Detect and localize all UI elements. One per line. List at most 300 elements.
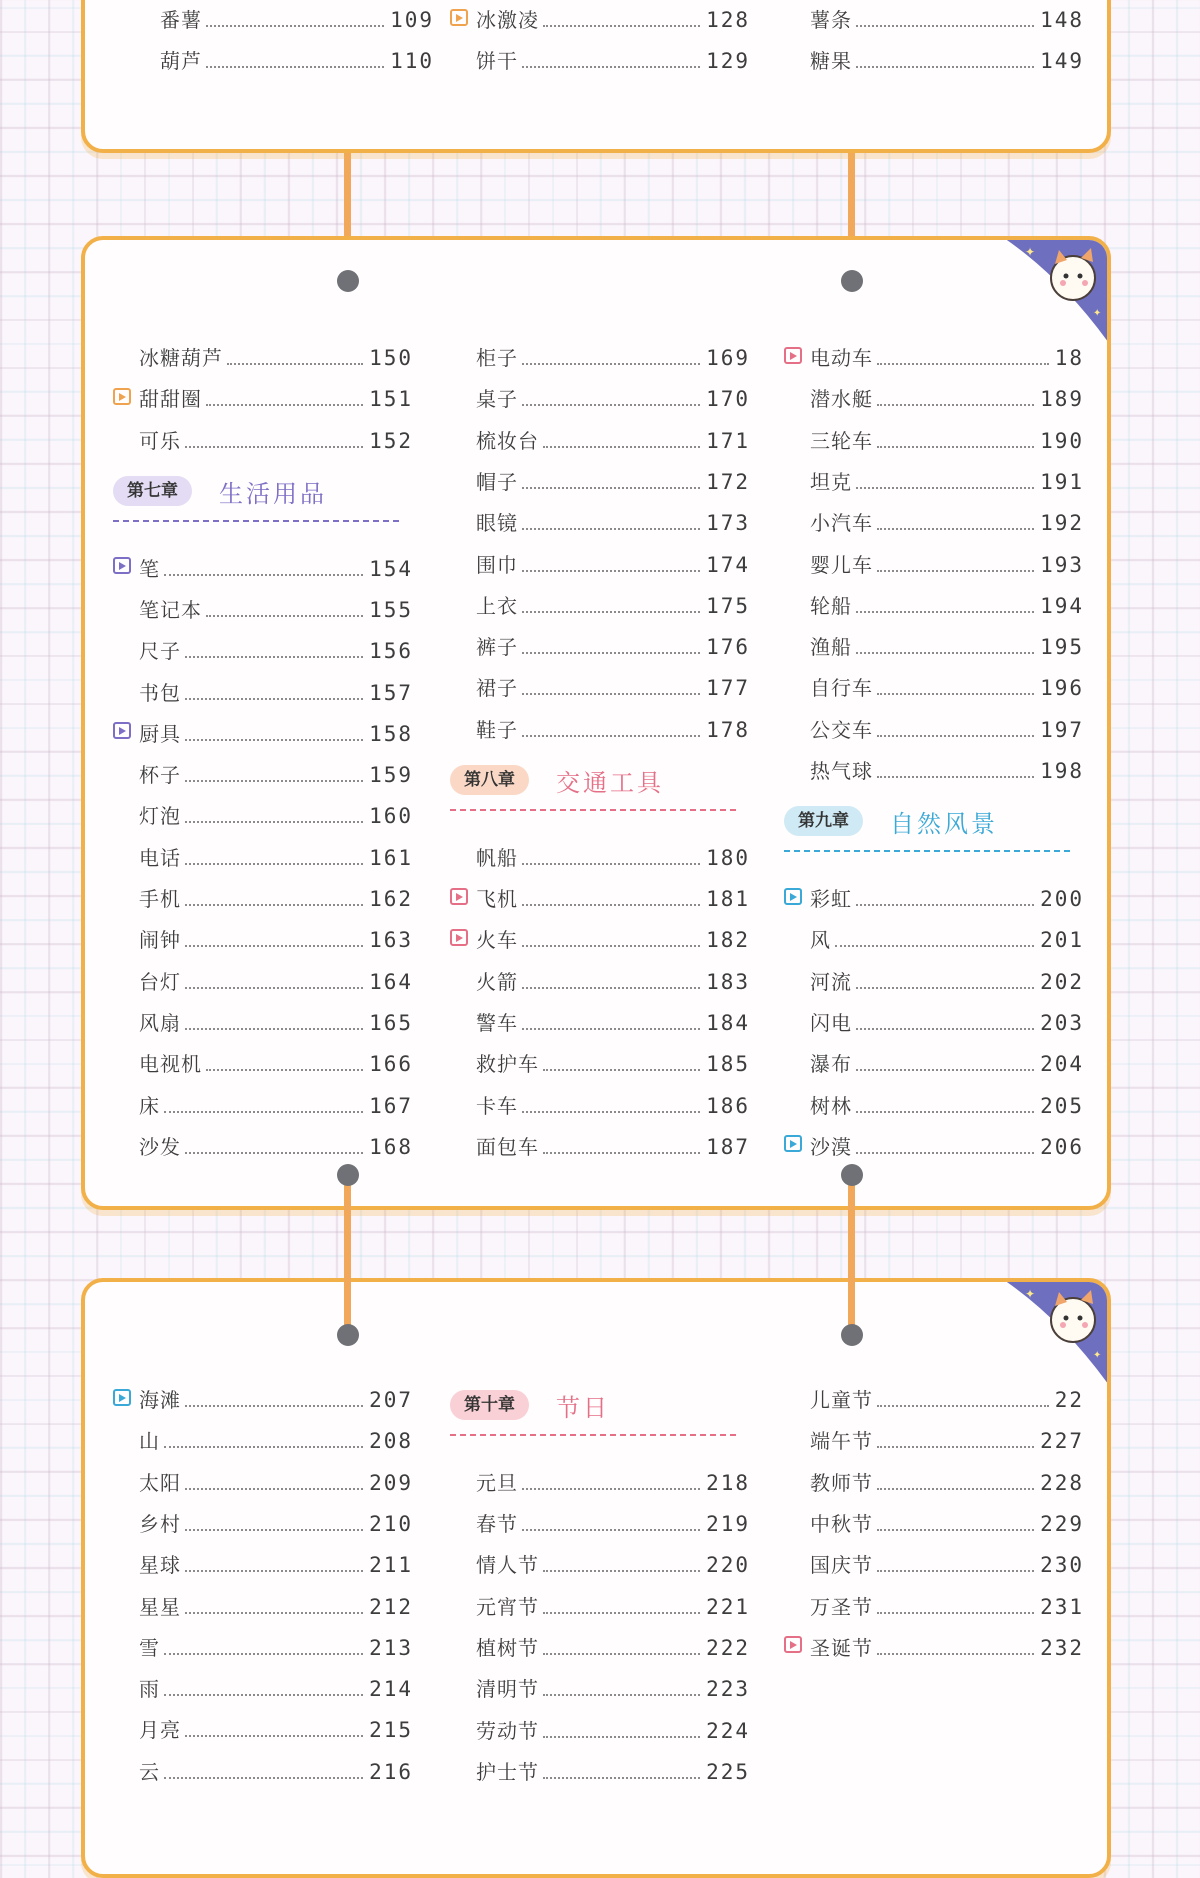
chapter-heading	[784, 806, 1084, 866]
toc-entry[interactable]	[134, 4, 434, 30]
page-number: 208	[369, 1429, 413, 1454]
entry-title: 厨具	[139, 721, 181, 746]
dot-leader	[185, 656, 363, 658]
page-number: 196	[1040, 676, 1084, 701]
toc-entry[interactable]	[784, 755, 1084, 781]
toc-entry[interactable]	[450, 45, 750, 74]
spacer	[113, 970, 131, 987]
toc-entry[interactable]	[784, 342, 1084, 368]
toc-entry[interactable]	[113, 1714, 413, 1743]
toc-entry[interactable]	[113, 924, 413, 953]
entry-title: 警车	[476, 1010, 518, 1035]
dot-leader	[856, 1111, 1034, 1113]
spacer	[784, 970, 802, 987]
page-number: 183	[706, 969, 750, 994]
spacer	[784, 1011, 802, 1028]
entry-title: 云	[139, 1759, 160, 1784]
entry-title: 情人节	[476, 1553, 539, 1578]
toc-entry[interactable]	[134, 45, 434, 74]
entry-title: 春节	[476, 1512, 518, 1537]
entry-title: 面包车	[476, 1134, 539, 1159]
entry-title: 帆船	[476, 845, 518, 870]
toc-entry[interactable]	[450, 1131, 750, 1157]
entry-title: 笔记本	[139, 597, 202, 622]
entry-title: 床	[139, 1093, 160, 1118]
dot-leader	[185, 1028, 363, 1030]
toc-entry[interactable]	[784, 714, 1084, 740]
page-number: 154	[369, 556, 413, 581]
entry-title: 电视机	[139, 1052, 202, 1077]
entry-title: 渔船	[810, 635, 852, 660]
spacer	[113, 1595, 131, 1612]
toc-entry[interactable]	[113, 1048, 413, 1077]
toc-entry[interactable]	[784, 1048, 1084, 1077]
toc-entry[interactable]	[113, 1756, 413, 1782]
dot-leader	[185, 1612, 363, 1614]
dot-leader	[543, 446, 700, 448]
spacer	[450, 1471, 468, 1488]
page-number: 202	[1040, 969, 1084, 994]
page-number: 224	[706, 1718, 750, 1743]
page-number: 189	[1040, 387, 1084, 412]
spacer	[450, 1760, 468, 1777]
dot-leader	[185, 1488, 363, 1490]
toc-entry[interactable]	[784, 507, 1084, 536]
toc-entry[interactable]	[113, 383, 413, 412]
chapter-divider	[450, 1434, 736, 1436]
toc-entry[interactable]	[113, 1508, 413, 1534]
entry-title: 劳动节	[476, 1718, 539, 1743]
toc-entry[interactable]	[113, 635, 413, 664]
entry-title: 冰糖葫芦	[139, 346, 223, 370]
page-number: 177	[706, 676, 750, 701]
ring-right-2-bottom	[841, 1324, 863, 1346]
entry-title: 潜水艇	[810, 387, 873, 412]
toc-entry[interactable]	[784, 631, 1084, 660]
toc-entry[interactable]	[113, 842, 413, 868]
toc-entry[interactable]	[450, 4, 750, 30]
toc-entry[interactable]	[784, 672, 1084, 701]
dot-leader	[877, 404, 1034, 406]
page-number: 149	[1040, 49, 1084, 74]
entry-title: 圣诞节	[810, 1635, 873, 1660]
toc-entry[interactable]	[450, 842, 750, 868]
spacer	[784, 470, 802, 487]
spacer	[450, 1011, 468, 1028]
spacer	[450, 846, 468, 863]
toc-entry[interactable]	[450, 1467, 750, 1493]
spacer	[113, 1760, 131, 1777]
page-number: 219	[706, 1512, 750, 1537]
spacer	[113, 347, 131, 364]
spacer	[784, 677, 802, 694]
page-number: 184	[706, 1010, 750, 1035]
ring-right-2-top	[841, 1164, 863, 1186]
entry-title: 星球	[139, 1553, 181, 1578]
toc-entry[interactable]	[113, 800, 413, 829]
toc-entry[interactable]	[450, 631, 750, 660]
toc-entry[interactable]	[113, 1090, 413, 1116]
dot-leader	[185, 780, 363, 782]
entry-title: 葫芦	[160, 49, 202, 74]
video-play-icon	[113, 1389, 131, 1406]
toc-entry[interactable]	[784, 4, 1084, 30]
entry-title: 三轮车	[810, 428, 873, 453]
entry-title: 帽子	[476, 469, 518, 494]
entry-title: 雨	[139, 1677, 160, 1702]
spacer	[450, 594, 468, 611]
dot-leader	[164, 1777, 363, 1779]
toc-entry[interactable]	[784, 1508, 1084, 1534]
chapter-divider	[450, 809, 736, 811]
svg-text:✦: ✦	[1025, 245, 1036, 259]
spacer	[784, 718, 802, 735]
video-play-icon	[450, 888, 468, 905]
spacer	[113, 846, 131, 863]
spacer	[113, 1053, 131, 1070]
toc-entry[interactable]	[450, 466, 750, 492]
toc-entry[interactable]	[784, 1549, 1084, 1578]
toc-entry[interactable]	[784, 1467, 1084, 1493]
page-number: 192	[1040, 511, 1084, 536]
toc-entry[interactable]	[784, 966, 1084, 992]
page-number: 151	[369, 387, 413, 412]
page-number: 232	[1040, 1635, 1084, 1660]
chapter-title: 自然风景	[890, 810, 998, 839]
toc-entry[interactable]	[113, 1673, 413, 1702]
entry-title: 婴儿车	[810, 552, 873, 577]
toc-entry[interactable]	[450, 425, 750, 451]
toc-entry[interactable]	[113, 342, 413, 368]
toc-entry[interactable]	[113, 1549, 413, 1578]
page-number: 207	[369, 1388, 413, 1412]
spacer	[784, 50, 802, 67]
toc-entry[interactable]	[113, 1425, 413, 1454]
spacer	[113, 1636, 131, 1653]
toc-entry[interactable]	[113, 1384, 413, 1410]
entry-title: 闪电	[810, 1010, 852, 1035]
toc-entry[interactable]	[450, 966, 750, 992]
spacer	[450, 1135, 468, 1152]
page-number: 128	[706, 8, 750, 32]
dot-leader	[206, 25, 384, 27]
dot-leader	[227, 363, 363, 365]
page-number: 176	[706, 635, 750, 660]
dot-leader	[522, 611, 700, 613]
toc-entry[interactable]	[450, 1715, 750, 1741]
dot-leader	[877, 528, 1034, 530]
page-number: 203	[1040, 1010, 1084, 1035]
entry-title: 星星	[139, 1594, 181, 1619]
page-number: 198	[1040, 759, 1084, 783]
toc-entry[interactable]	[450, 1007, 750, 1033]
toc-entry[interactable]	[113, 1131, 413, 1157]
entry-title: 闹钟	[139, 928, 181, 953]
toc-entry[interactable]	[450, 1549, 750, 1578]
dot-leader	[877, 570, 1034, 572]
dot-leader	[522, 528, 700, 530]
toc-entry[interactable]	[784, 549, 1084, 575]
spacer	[450, 1513, 468, 1530]
page-number: 161	[369, 845, 413, 870]
entry-title: 火箭	[476, 969, 518, 994]
entry-title: 柜子	[476, 346, 518, 370]
spacer	[113, 429, 131, 446]
page-number: 164	[369, 969, 413, 994]
spacer	[450, 512, 468, 529]
cat-corner-icon	[1001, 236, 1111, 346]
dot-leader	[185, 821, 363, 823]
toc-entry[interactable]	[784, 1632, 1084, 1658]
dot-leader	[206, 66, 384, 68]
dot-leader	[856, 652, 1034, 654]
video-play-icon	[784, 347, 802, 364]
entry-title: 沙漠	[810, 1134, 852, 1159]
spacer	[113, 929, 131, 946]
toc-entry[interactable]	[113, 966, 413, 992]
dot-leader	[185, 1152, 363, 1154]
entry-title: 国庆节	[810, 1553, 873, 1578]
page-number: 163	[369, 928, 413, 953]
entry-title: 中秋节	[810, 1511, 873, 1536]
spacer	[784, 929, 802, 946]
dot-leader	[185, 945, 363, 947]
page-number: 215	[369, 1718, 413, 1743]
toc-entry[interactable]	[784, 924, 1084, 953]
video-play-icon	[113, 388, 131, 405]
toc-entry[interactable]	[784, 1007, 1084, 1033]
page-number: 212	[369, 1594, 413, 1619]
page-number: 159	[369, 763, 413, 788]
entry-title: 冰激凌	[476, 8, 539, 32]
toc-entry[interactable]	[450, 549, 750, 575]
toc-entry[interactable]	[113, 718, 413, 744]
page-number: 157	[369, 680, 413, 705]
toc-entry[interactable]	[784, 425, 1084, 451]
entry-title: 围巾	[476, 552, 518, 577]
spacer	[450, 718, 468, 735]
toc-entry[interactable]	[450, 383, 750, 412]
dot-leader	[856, 987, 1034, 989]
toc-entry[interactable]	[450, 1048, 750, 1077]
entry-title: 瀑布	[810, 1052, 852, 1077]
dot-leader	[164, 1446, 363, 1448]
dot-leader	[522, 652, 700, 654]
spacer	[784, 553, 802, 570]
ring-left-2-top	[337, 1164, 359, 1186]
spacer	[450, 347, 468, 364]
spacer	[784, 1512, 802, 1529]
dot-leader	[877, 1570, 1034, 1572]
spacer	[113, 681, 131, 698]
video-play-icon	[784, 1135, 802, 1152]
toc-entry[interactable]	[784, 45, 1084, 74]
page-number: 225	[706, 1759, 750, 1784]
spacer	[113, 805, 131, 822]
spacer	[450, 1094, 468, 1111]
dot-leader	[522, 945, 700, 947]
page-number: 110	[390, 49, 434, 74]
toc-entry[interactable]	[113, 594, 413, 620]
toc-entry[interactable]	[450, 883, 750, 912]
chapter-divider	[113, 520, 399, 522]
entry-title: 电动车	[810, 346, 873, 370]
entry-title: 卡车	[476, 1093, 518, 1118]
toc-entry[interactable]	[450, 924, 750, 953]
page-number: 185	[706, 1052, 750, 1077]
page-number: 171	[706, 428, 750, 453]
toc-entry[interactable]	[450, 1756, 750, 1782]
entry-title: 番薯	[160, 8, 202, 32]
spacer	[113, 1430, 131, 1447]
toc-entry[interactable]	[113, 759, 413, 788]
page-number: 148	[1040, 8, 1084, 32]
dot-leader	[522, 693, 700, 695]
toc-entry[interactable]	[784, 1131, 1084, 1157]
page-number: 22	[1054, 1388, 1084, 1412]
page-number: 201	[1040, 928, 1084, 953]
page-number: 221	[706, 1594, 750, 1619]
dot-leader	[164, 1694, 363, 1696]
toc-entry[interactable]	[784, 466, 1084, 492]
chapter-heading	[450, 1390, 750, 1450]
toc-entry[interactable]	[784, 1384, 1084, 1410]
page-number: 187	[706, 1134, 750, 1159]
spacer	[450, 970, 468, 987]
page-number: 214	[369, 1677, 413, 1702]
toc-entry[interactable]	[784, 1591, 1084, 1617]
entry-title: 植树节	[476, 1635, 539, 1660]
toc-entry[interactable]	[450, 1673, 750, 1702]
dot-leader	[543, 1152, 700, 1154]
page-number: 156	[369, 639, 413, 664]
video-play-icon	[784, 1636, 802, 1653]
toc-entry[interactable]	[784, 1425, 1084, 1454]
entry-title: 风扇	[139, 1010, 181, 1035]
toc-entry[interactable]	[784, 883, 1084, 912]
toc-entry[interactable]	[113, 1632, 413, 1658]
toc-card-chapter-10	[81, 1278, 1111, 1878]
entry-title: 灯泡	[139, 804, 181, 829]
page-number: 182	[706, 928, 750, 953]
toc-entry[interactable]	[113, 1591, 413, 1617]
spacer	[450, 1053, 468, 1070]
video-play-icon	[113, 722, 131, 739]
dot-leader	[206, 615, 363, 617]
spacer	[450, 429, 468, 446]
page-number: 165	[369, 1010, 413, 1035]
page-number: 152	[369, 428, 413, 453]
spacer	[113, 1678, 131, 1695]
dot-leader	[856, 1028, 1034, 1030]
page-number: 168	[369, 1134, 413, 1159]
spacer	[113, 1011, 131, 1028]
toc-entry[interactable]	[450, 672, 750, 701]
dot-leader	[877, 1529, 1034, 1531]
toc-entry[interactable]	[450, 714, 750, 740]
dot-leader	[543, 1694, 700, 1696]
entry-title: 海滩	[139, 1388, 181, 1412]
entry-title: 裙子	[476, 676, 518, 701]
chapter-badge: 第十章	[450, 1390, 529, 1420]
spacer	[784, 1471, 802, 1488]
dot-leader	[185, 739, 363, 741]
video-play-icon	[113, 557, 131, 574]
dot-leader	[522, 1529, 700, 1531]
toc-entry[interactable]	[113, 1467, 413, 1493]
dot-leader	[522, 487, 700, 489]
svg-text:✦: ✦	[1025, 1287, 1036, 1301]
spacer	[450, 1719, 468, 1736]
dot-leader	[877, 776, 1034, 778]
dot-leader	[877, 363, 1049, 365]
spacer	[450, 1636, 468, 1653]
entry-title: 鞋子	[476, 717, 518, 742]
page-number: 166	[369, 1052, 413, 1077]
chapter-divider	[784, 850, 1070, 852]
page-number: 229	[1040, 1511, 1084, 1536]
toc-entry[interactable]	[784, 1090, 1084, 1116]
toc-entry[interactable]	[450, 507, 750, 536]
entry-title: 端午节	[810, 1429, 873, 1454]
entry-title: 飞机	[476, 887, 518, 912]
entry-title: 梳妆台	[476, 428, 539, 453]
page-number: 170	[706, 387, 750, 412]
svg-text:✦: ✦	[1093, 308, 1102, 319]
toc-entry[interactable]	[113, 677, 413, 703]
dot-leader	[856, 66, 1034, 68]
entry-title: 小汽车	[810, 511, 873, 536]
page-number: 206	[1040, 1134, 1084, 1159]
video-play-icon	[450, 929, 468, 946]
dot-leader	[522, 904, 700, 906]
page-number: 162	[369, 887, 413, 912]
toc-entry[interactable]	[113, 883, 413, 912]
spacer	[784, 512, 802, 529]
toc-entry[interactable]	[784, 590, 1084, 616]
page-number: 231	[1040, 1594, 1084, 1619]
toc-entry[interactable]	[450, 342, 750, 368]
spacer	[450, 1678, 468, 1695]
spacer	[784, 1595, 802, 1612]
toc-entry[interactable]	[113, 553, 413, 579]
spacer	[450, 553, 468, 570]
spacer	[784, 1430, 802, 1447]
dot-leader	[185, 1570, 363, 1572]
toc-entry[interactable]	[450, 1090, 750, 1116]
toc-entry[interactable]	[784, 383, 1084, 412]
page-number: 195	[1040, 635, 1084, 660]
entry-title: 轮船	[810, 593, 852, 618]
dot-leader	[522, 570, 700, 572]
entry-title: 元旦	[476, 1470, 518, 1495]
toc-entry[interactable]	[113, 425, 413, 451]
page-number: 223	[706, 1677, 750, 1702]
spacer	[784, 388, 802, 405]
toc-entry[interactable]	[450, 1591, 750, 1617]
page-number: 129	[706, 49, 750, 74]
entry-title: 月亮	[139, 1718, 181, 1743]
entry-title: 清明节	[476, 1677, 539, 1702]
toc-entry[interactable]	[450, 590, 750, 616]
toc-entry[interactable]	[450, 1632, 750, 1658]
page-number: 167	[369, 1093, 413, 1118]
connector-right-2	[848, 1175, 855, 1335]
toc-entry[interactable]	[450, 1508, 750, 1537]
entry-title: 热气球	[810, 759, 873, 783]
dot-leader	[185, 1529, 363, 1531]
toc-entry[interactable]	[113, 1007, 413, 1033]
